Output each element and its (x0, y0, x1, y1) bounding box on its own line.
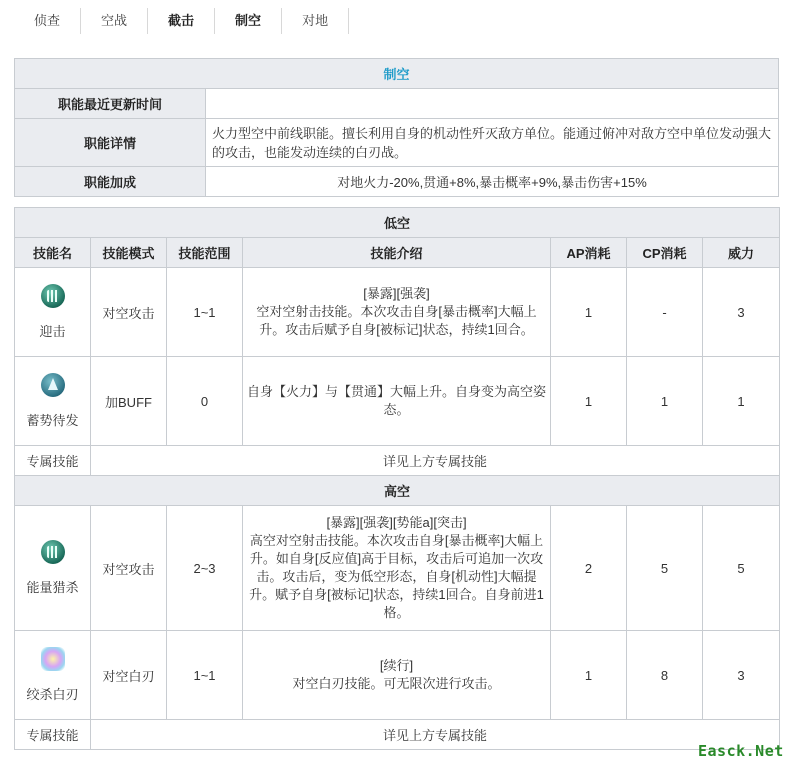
skill-cp: 5 (627, 506, 703, 631)
skill-ap: 1 (551, 631, 627, 720)
exclusive-row (15, 720, 780, 750)
skill-text: 自身【火力】与【贯通】大幅上升。自身变为高空姿态。 (247, 384, 547, 417)
tab-air-combat[interactable]: 空战 (81, 8, 148, 34)
skill-range: 1~1 (167, 268, 243, 357)
header-ap-cost: AP消耗 (551, 238, 627, 268)
skill-desc (243, 631, 551, 720)
skill-cp: 8 (627, 631, 703, 720)
crosshair-icon (41, 284, 65, 308)
skill-mode: 对空白刃 (91, 631, 167, 720)
skill-power: 3 (703, 268, 780, 357)
header-skill-desc: 技能介绍 (243, 238, 551, 268)
exclusive-label: 专属技能 (15, 720, 91, 750)
skill-power: 5 (703, 506, 780, 631)
exclusive-label: 专属技能 (15, 446, 91, 476)
watermark: Easck.Net (698, 742, 784, 760)
tab-air-superiority[interactable]: 制空 (215, 8, 282, 34)
skill-row (15, 268, 780, 357)
skill-row (15, 631, 780, 720)
updated-label: 职能最近更新时间 (15, 89, 206, 119)
tab-intercept[interactable]: 截击 (148, 8, 215, 34)
updated-value (206, 89, 779, 119)
role-title: 制空 (15, 59, 779, 89)
bonus-value: 对地火力-20%,贯通+8%,暴击概率+9%,暴击伤害+15% (206, 167, 779, 197)
skill-ap: 1 (551, 268, 627, 357)
skill-tags: [续行] (379, 658, 414, 673)
crosshair-icon (41, 540, 65, 564)
skill-row (15, 506, 780, 631)
skill-name: 绞杀白刃 (26, 687, 79, 702)
tab-ground-attack[interactable]: 对地 (282, 8, 349, 34)
skill-mode: 对空攻击 (91, 506, 167, 631)
skill-cell (15, 357, 91, 446)
skill-desc (243, 268, 551, 357)
high-altitude-title: 高空 (15, 476, 780, 506)
skill-text: 空对空射击技能。本次攻击自身[暴击概率]大幅上升。攻击后赋予自身[被标记]状态，持续1回合。 (256, 304, 537, 337)
skill-cell (15, 631, 91, 720)
low-altitude-title: 低空 (15, 208, 780, 238)
header-skill-range: 技能范围 (167, 238, 243, 268)
header-cp-cost: CP消耗 (627, 238, 703, 268)
header-power: 威力 (703, 238, 780, 268)
skill-text: 对空白刃技能。可无限次进行攻击。 (292, 676, 501, 691)
details-value: 火力型空中前线职能。擅长利用自身的机动性歼灭敌方单位。能通过俯冲对敌方空中单位发动强大的攻击，也能发动连续的白刃战。 (206, 119, 779, 167)
role-tabs (14, 8, 349, 34)
header-skill-mode: 技能模式 (91, 238, 167, 268)
skill-cp: 1 (627, 357, 703, 446)
skill-range: 0 (167, 357, 243, 446)
bonus-label: 职能加成 (15, 167, 206, 197)
skill-power: 1 (703, 357, 780, 446)
exclusive-row (15, 446, 780, 476)
skill-desc (243, 357, 551, 446)
exclusive-value: 详见上方专属技能 (91, 720, 780, 750)
skill-range: 1~1 (167, 631, 243, 720)
skill-range: 2~3 (167, 506, 243, 631)
skill-mode: 对空攻击 (91, 268, 167, 357)
skill-cell (15, 268, 91, 357)
tab-scout[interactable]: 侦查 (14, 8, 81, 34)
skill-ap: 1 (551, 357, 627, 446)
skill-mode: 加BUFF (91, 357, 167, 446)
skill-ap: 2 (551, 506, 627, 631)
blade-star-icon (41, 647, 65, 671)
skill-desc (243, 506, 551, 631)
skill-power: 3 (703, 631, 780, 720)
exclusive-value: 详见上方专属技能 (91, 446, 780, 476)
skill-cp: - (627, 268, 703, 357)
skills-table (14, 207, 780, 750)
skill-tags: [暴露][强袭][势能a][突击] (326, 515, 467, 530)
details-label: 职能详情 (15, 119, 206, 167)
skill-tags: [暴露][强袭] (363, 286, 430, 301)
skill-name: 能量猎杀 (26, 580, 79, 595)
header-skill-name: 技能名 (15, 238, 91, 268)
skill-cell (15, 506, 91, 631)
role-info-table (14, 58, 779, 197)
skill-row (15, 357, 780, 446)
skill-name: 蓄势待发 (26, 413, 79, 428)
skill-name: 迎击 (39, 324, 66, 339)
skill-text: 高空对空射击技能。本次攻击自身[暴击概率]大幅上升。如自身[反应值]高于目标，攻击后可追加一次攻击。攻击后，变为低空形态，自身[机动性]大幅提升。赋予自身[被标记]状态，持续1回合。自身前进1格。 (249, 533, 544, 620)
arrow-up-icon (41, 373, 65, 397)
